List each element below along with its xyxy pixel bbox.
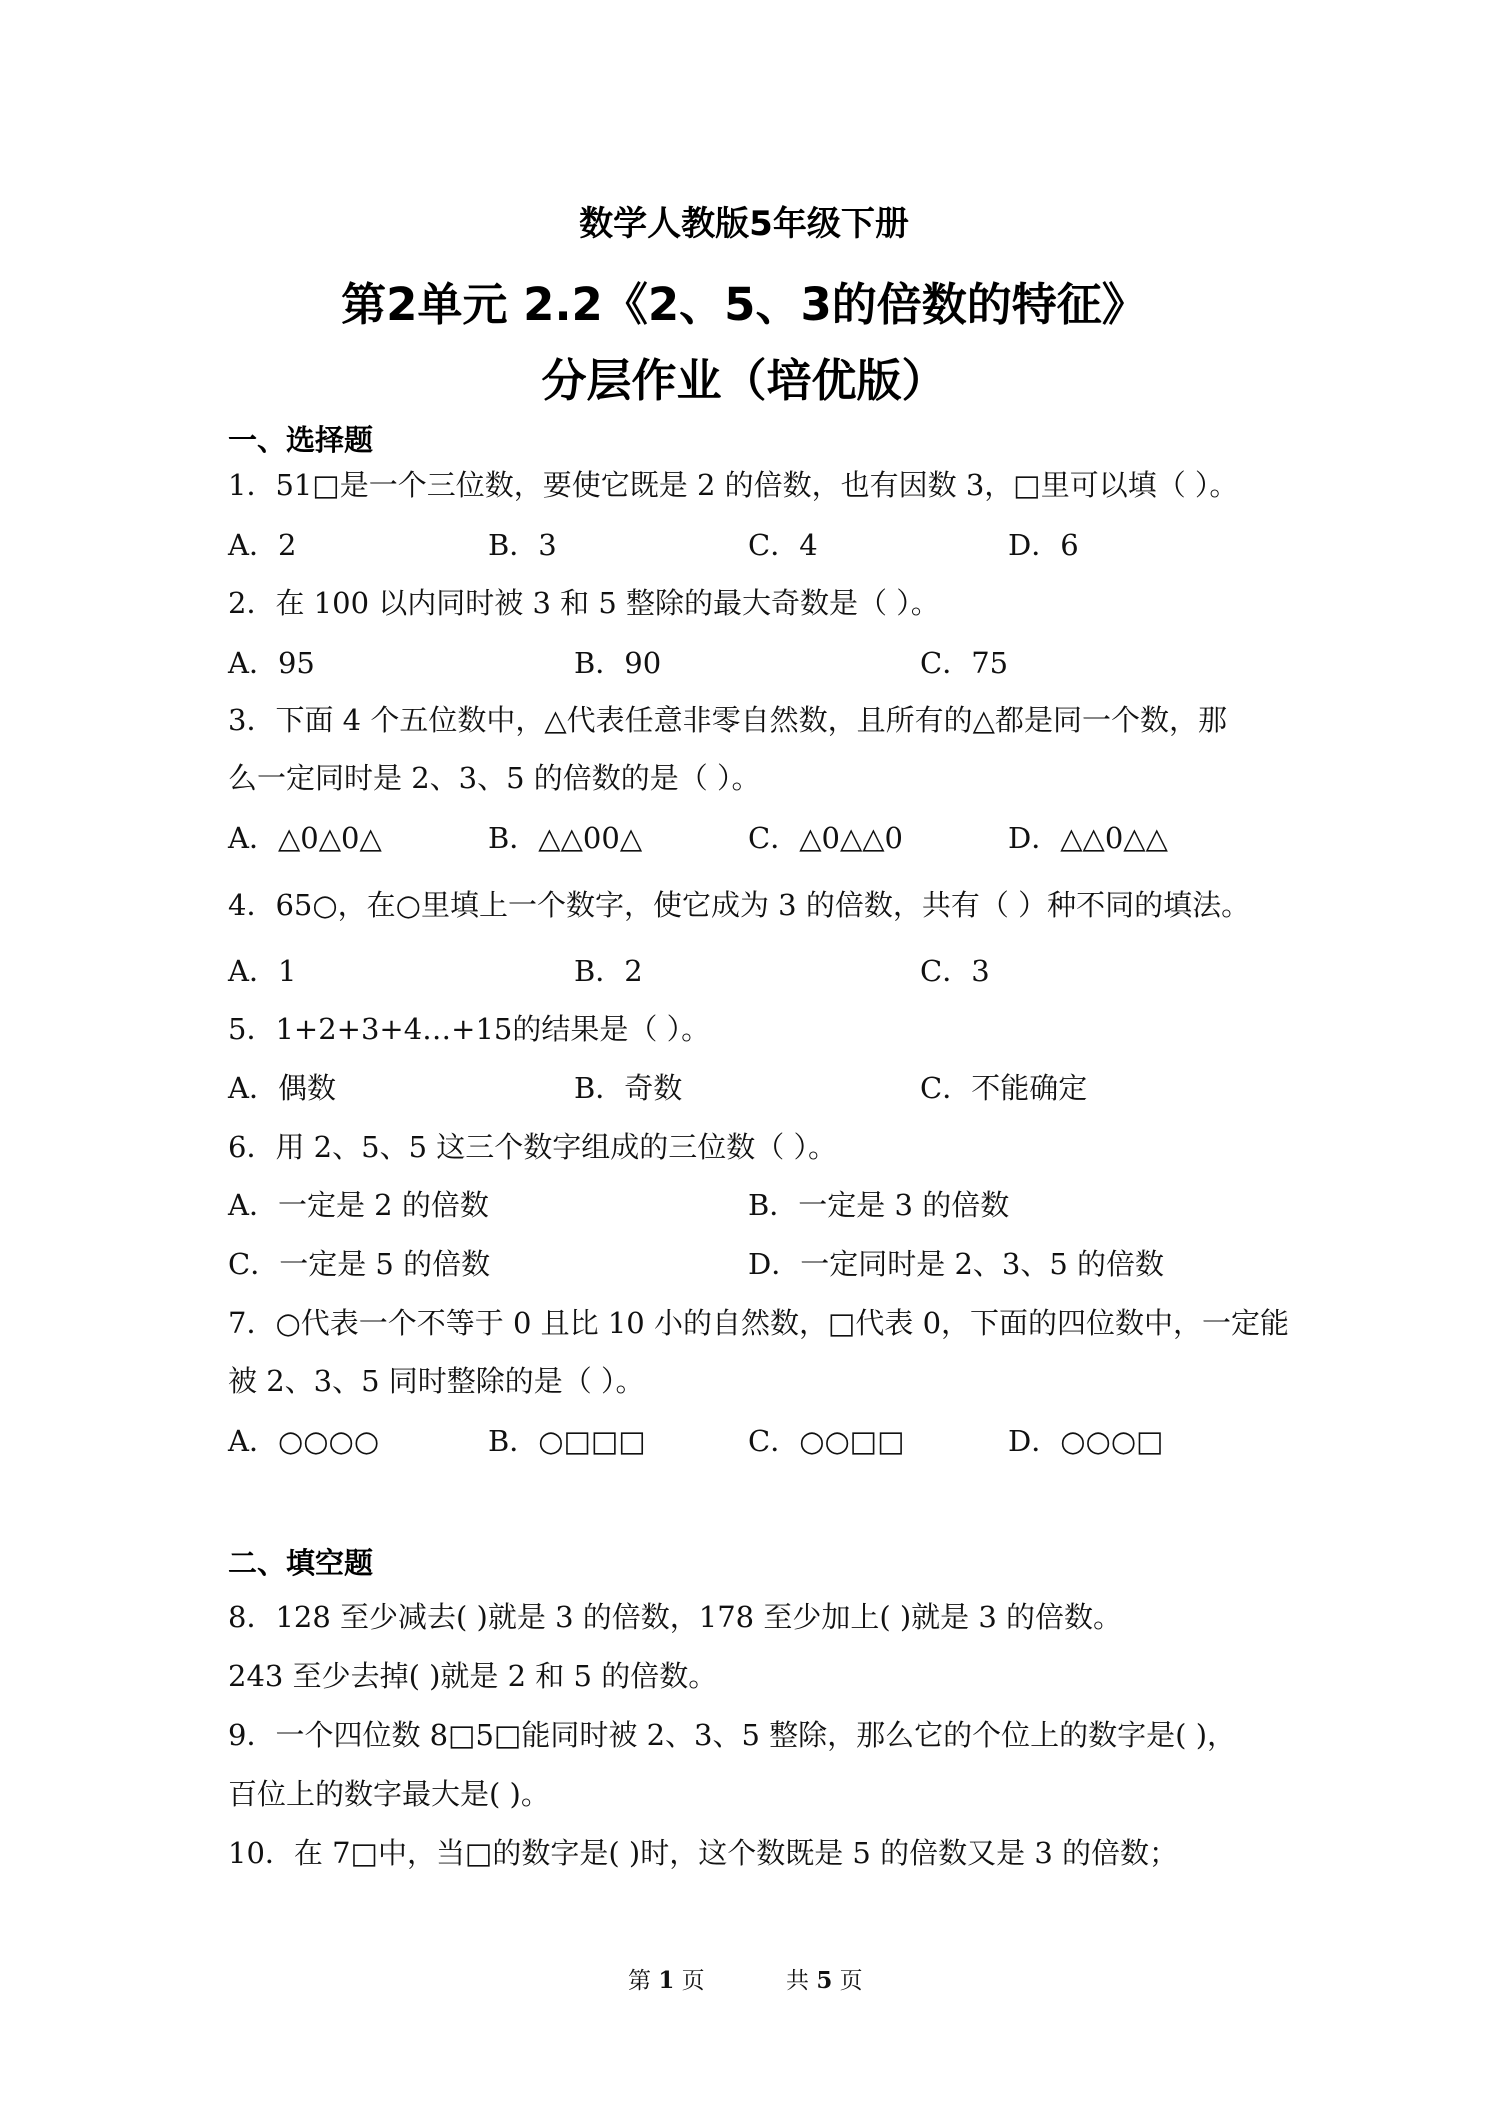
question-9-line1: 9．一个四位数 8□5□能同时被 2、3、5 整除，那么它的个位上的数字是( )， [228, 1718, 1237, 1752]
question-1-option-d: D．6 [1008, 528, 1079, 562]
question-3-stem-line2: 么一定同时是 2、3、5 的倍数的是（ ）。 [228, 761, 761, 795]
doc-title: 第2单元 2.2《2、5、3的倍数的特征》 [341, 278, 1147, 331]
question-4-option-b: B．2 [574, 954, 643, 988]
total-pages: 5 [816, 1967, 833, 1994]
question-2-option-b: B．90 [574, 646, 662, 680]
section-heading-choice: 一、选择题 [228, 423, 374, 457]
question-9-line2: 百位上的数字最大是( )。 [228, 1777, 550, 1811]
page-prefix: 第 [628, 1968, 651, 1994]
question-4-option-a: A．1 [228, 954, 297, 988]
question-5-option-a: A．偶数 [228, 1071, 336, 1105]
question-6-option-d: D．一定同时是 2、3、5 的倍数 [748, 1247, 1165, 1281]
question-1-option-a: A．2 [228, 528, 297, 562]
page-suffix: 页 [681, 1968, 705, 1994]
question-7-stem-line2: 被 2、3、5 同时整除的是（ ）。 [228, 1364, 645, 1398]
question-3-option-b: B．△△00△ [488, 821, 643, 855]
question-3-option-a: A．△0△0△ [228, 821, 382, 855]
total-suffix: 页 [839, 1968, 863, 1994]
question-3-option-c: C．△0△△0 [748, 821, 903, 855]
page-total [786, 1962, 863, 1995]
question-1-option-b: B．3 [488, 528, 557, 562]
question-3-option-d: D．△△0△△ [1008, 821, 1168, 855]
question-2-option-c: C．75 [920, 646, 1009, 680]
question-6-option-a: A．一定是 2 的倍数 [228, 1188, 489, 1222]
question-6-option-b: B．一定是 3 的倍数 [748, 1188, 1010, 1222]
question-8-line1: 8．128 至少减去( )就是 3 的倍数，178 至少加上( )就是 3 的倍数。 [228, 1600, 1123, 1634]
page-number [628, 1962, 705, 1995]
question-6-option-c: C．一定是 5 的倍数 [228, 1247, 491, 1281]
question-4-option-c: C．3 [920, 954, 990, 988]
question-3-stem-line1: 3．下面 4 个五位数中，△代表任意非零自然数，且所有的△都是同一个数，那 [228, 703, 1227, 737]
question-10-line1: 10．在 7□中，当□的数字是( )时，这个数既是 5 的倍数又是 3 的倍数； [228, 1836, 1178, 1870]
question-1-option-c: C．4 [748, 528, 818, 562]
question-7-option-a: A．○○○○ [228, 1424, 380, 1458]
section-heading-fill: 二、填空题 [228, 1546, 374, 1580]
page-current: 1 [658, 1967, 675, 1994]
total-prefix: 共 [786, 1968, 809, 1994]
question-8-line2: 243 至少去掉( )就是 2 和 5 的倍数。 [228, 1659, 718, 1693]
question-1-stem: 1．51□是一个三位数，要使它既是 2 的倍数，也有因数 3，□里可以填（ ）。 [228, 468, 1239, 502]
question-7-option-d: D．○○○□ [1008, 1424, 1164, 1458]
question-5-stem: 5．1+2+3+4…+15的结果是（ ）。 [228, 1012, 711, 1046]
question-5-option-c: C．不能确定 [920, 1071, 1088, 1105]
question-2-option-a: A．95 [228, 646, 315, 680]
question-2-stem: 2．在 100 以内同时被 3 和 5 整除的最大奇数是（ ）。 [228, 586, 940, 620]
doc-title-version: 分层作业（培优版） [541, 354, 947, 407]
question-6-stem: 6．用 2、5、5 这三个数字组成的三位数（ ）。 [228, 1130, 837, 1164]
question-4-stem: 4．65○，在○里填上一个数字，使它成为 3 的倍数，共有（ ）种不同的填法。 [228, 888, 1251, 922]
question-7-stem-line1: 7．○代表一个不等于 0 且比 10 小的自然数，□代表 0，下面的四位数中，一定能 [228, 1306, 1290, 1340]
question-5-option-b: B．奇数 [574, 1071, 683, 1105]
doc-subtitle: 数学人教版5年级下册 [579, 204, 909, 244]
question-7-option-c: C．○○□□ [748, 1424, 905, 1458]
question-7-option-b: B．○□□□ [488, 1424, 646, 1458]
